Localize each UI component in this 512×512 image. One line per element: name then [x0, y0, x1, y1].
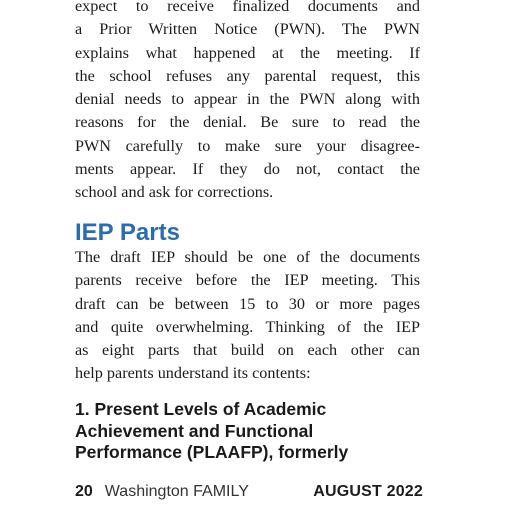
- subheading-line: Achievement and Functional: [75, 420, 314, 441]
- subheading-line: 1. Present Levels of Academic: [75, 399, 327, 419]
- text-line: parents receive before the IEP meeting. This: [75, 271, 420, 290]
- text-line: a Prior Written Notice (PWN). The PWN: [75, 20, 420, 39]
- text-line: explains what happened at the meeting. If: [75, 43, 420, 62]
- subheading-plaafp: [75, 399, 348, 464]
- text-line: denial needs to appear in the PWN along with: [75, 90, 420, 109]
- issue-date: AUGUST 2022: [313, 483, 423, 500]
- text-line: and quite overwhelming. Thinking of the IEP: [75, 317, 420, 336]
- text-line: reasons for the denial. Be sure to read the: [75, 113, 420, 132]
- section-heading-iep-parts: IEP Parts: [75, 219, 180, 246]
- page-footer: [75, 483, 423, 501]
- text-line: ments appear. If they do not, contact the: [75, 160, 420, 179]
- text-line: The draft IEP should be one of the documents: [75, 248, 420, 266]
- text-line: school and ask for corrections.: [75, 183, 274, 202]
- text-line: PWN carefully to make sure your disagree-: [75, 136, 420, 155]
- text-line: expect to receive finalized documents and: [75, 0, 420, 15]
- text-line: the school refuses any parental request, this: [75, 66, 420, 85]
- paragraph-pwn: [75, 0, 420, 205]
- paragraph-draft-iep: [75, 246, 420, 386]
- page-number: 20: [75, 483, 93, 500]
- text-line: help parents understand its contents:: [75, 364, 311, 383]
- text-line: draft can be between 15 to 30 or more pages: [75, 294, 420, 313]
- text-line: as eight parts that build on each other can: [75, 341, 420, 360]
- subheading-line: Performance (PLAAFP), formerly: [75, 442, 349, 462]
- magazine-name: Washington FAMILY: [104, 483, 249, 500]
